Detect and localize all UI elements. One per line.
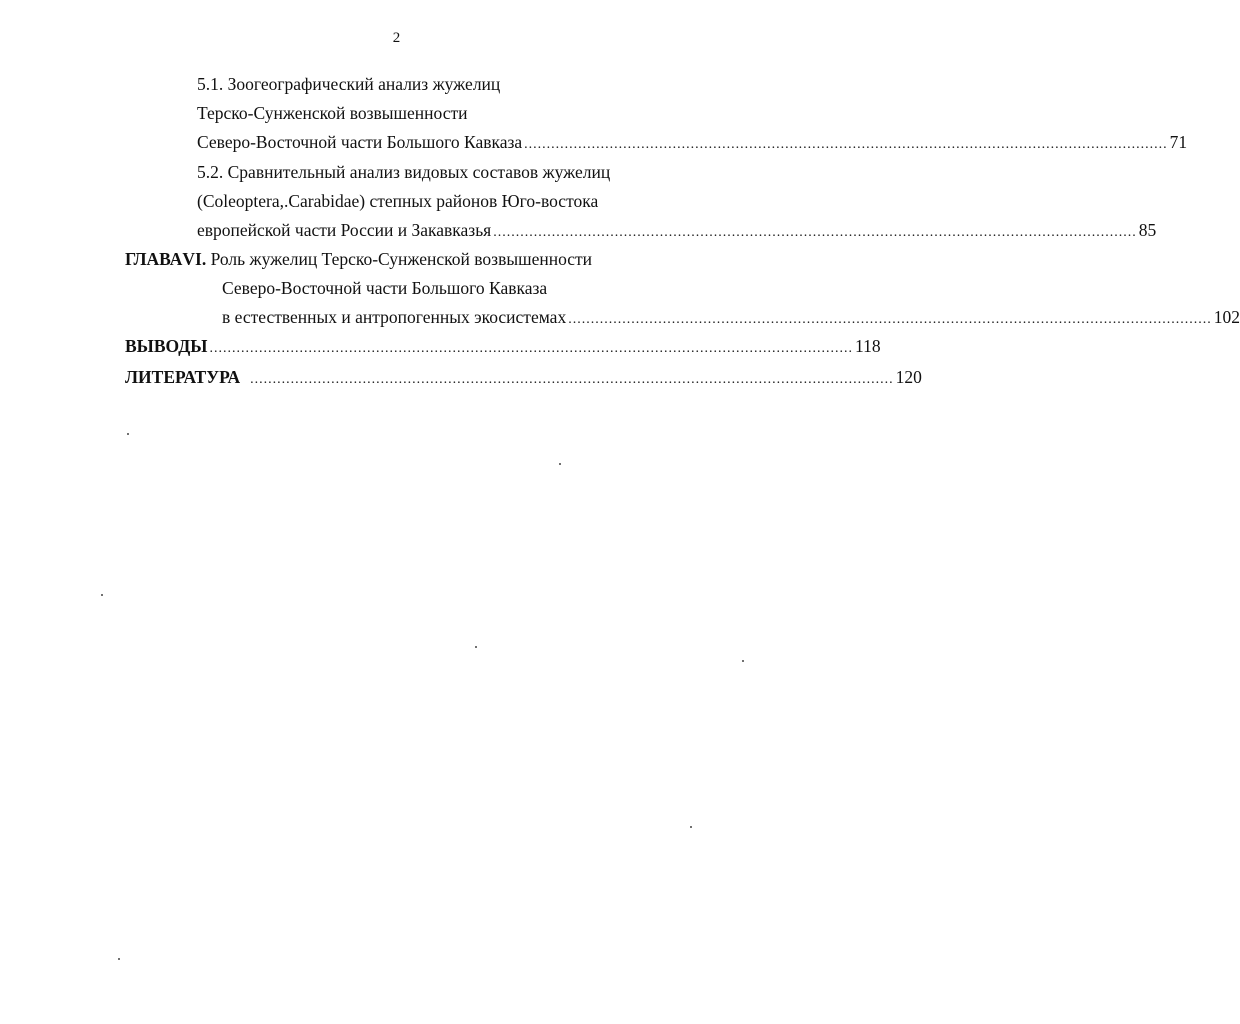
scan-speck [118, 958, 120, 960]
toc-entry-5-1[interactable] [197, 131, 1188, 153]
scan-speck [690, 826, 692, 828]
dot-leader: ............................................................................................................................................... [209, 341, 853, 356]
toc-chapter-6-line-2: Северо-Восточной части Большого Кавказа [222, 278, 548, 298]
scan-speck [127, 433, 129, 435]
toc-chapter-6-line-1 [125, 248, 592, 270]
dot-leader: ............................................................................................................................................... [568, 312, 1212, 327]
toc-5-1-line-1: 5.1. Зоогеографический анализ жужелиц [197, 74, 501, 94]
dot-leader: ............................................................................................................................................... [250, 372, 894, 387]
toc-chapter-6-line-3: в естественных и антропогенных экосистемах [222, 307, 567, 327]
chapter-title: Роль жужелиц Терско-Сунженской возвышенности [210, 249, 593, 269]
toc-5-2-line-2: (Coleoptera,.Carabidae) степных районов Юго-востока [197, 191, 599, 211]
toc-literature-label: ЛИТЕРАТУРА [125, 367, 241, 387]
dot-leader: ............................................................................................................................................... [493, 225, 1137, 240]
scan-speck [559, 463, 561, 465]
toc-entry-chapter-6[interactable] [222, 306, 1240, 328]
scan-speck [101, 594, 103, 596]
scan-speck [475, 646, 477, 648]
toc-entry-literature[interactable] [125, 366, 922, 388]
toc-entry-5-2[interactable] [197, 219, 1157, 241]
toc-5-1-line-2: Терско-Сунженской возвышенности [197, 103, 468, 123]
toc-conclusions-page: 118 [855, 336, 881, 356]
toc-5-2-line-1: 5.2. Сравнительный анализ видовых составов жужелиц [197, 162, 611, 182]
scan-speck [742, 660, 744, 662]
toc-entry-conclusions[interactable] [125, 335, 881, 357]
toc-5-2-page: 85 [1138, 220, 1157, 240]
toc-5-2-line-3: европейской части России и Закавказья [197, 220, 492, 240]
toc-5-1-line-3: Северо-Восточной части Большого Кавказа [197, 132, 523, 152]
toc-literature-page: 120 [895, 367, 922, 387]
page-number: 2 [392, 30, 401, 46]
dot-leader: ............................................................................................................................................... [524, 137, 1168, 152]
toc-5-1-page: 71 [1169, 132, 1188, 152]
chapter-label: ГЛАВАVI. [125, 249, 207, 269]
toc-conclusions-label: ВЫВОДЫ [125, 336, 208, 356]
toc-chapter-6-page: 102 [1213, 307, 1240, 327]
